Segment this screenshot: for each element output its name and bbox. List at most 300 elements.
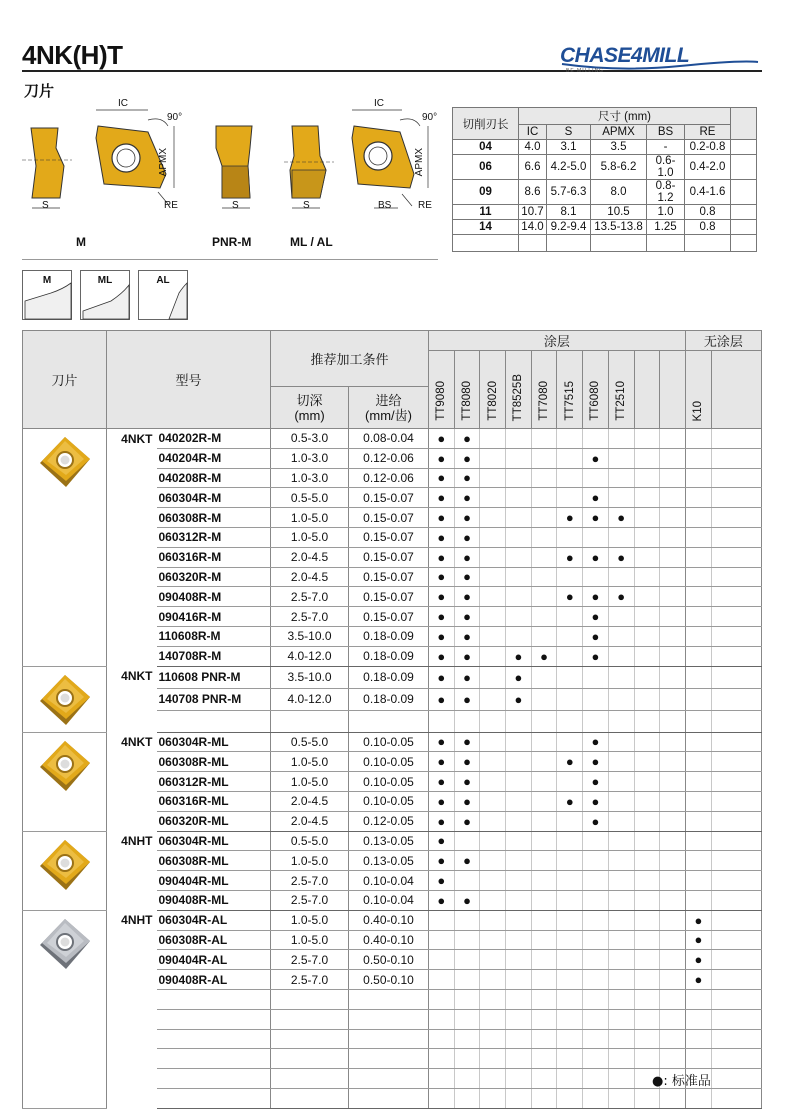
dim-cell-ic: 14.0 [519,220,547,235]
grade-mark-cell [583,508,609,528]
grade-mark-cell [711,851,761,871]
gold-insert-icon [36,737,94,795]
model-number: 060316R-ML [157,791,271,811]
grade-mark-cell [531,890,557,910]
insert-technical-drawing [22,96,442,256]
grade-mark-cell [711,811,761,831]
legend [652,1070,711,1089]
grade-mark-cell [429,1088,455,1108]
grade-mark-cell [429,688,455,710]
grade-mark-cell [608,791,634,811]
dim-cell-re: 0.8 [685,205,731,220]
grade-mark-cell [429,989,455,1009]
depth-value: 2.5-7.0 [271,890,349,910]
grade-mark-cell [480,646,506,666]
insert-image [23,831,107,910]
chipbreaker-m [22,270,72,320]
grade-mark-cell [634,950,660,970]
col-header-depth: 切深 (mm) [271,387,349,429]
grade-mark-cell [685,488,711,508]
grade-mark-cell [583,1088,609,1108]
grade-mark-cell [454,950,480,970]
grade-mark-cell [685,811,711,831]
grade-mark-cell [480,732,506,752]
grade-mark-cell [685,587,711,607]
grade-header [660,351,686,429]
grade-mark-cell [454,831,480,851]
dim-header-group: 尺寸 (mm) [519,108,731,125]
grade-mark-cell [531,1069,557,1089]
grade-mark-cell [506,607,532,627]
standard-mark: ● [694,952,703,968]
grade-mark-cell [429,752,455,772]
dim-cell-size: 11 [453,205,519,220]
grade-mark-cell [454,871,480,891]
grade-mark-cell [660,666,686,688]
model-number: 060304R-ML [157,732,271,752]
grade-mark-cell [557,688,583,710]
grade-mark-cell [634,688,660,710]
grade-mark-cell [557,1049,583,1069]
standard-mark: ● [565,510,574,526]
standard-mark: ● [437,529,446,545]
grade-mark-cell [634,732,660,752]
grade-mark-cell [531,989,557,1009]
grade-mark-cell [429,791,455,811]
grade-mark-cell [557,488,583,508]
grade-mark-cell [685,772,711,792]
grade-mark-cell [454,989,480,1009]
grade-mark-cell [531,950,557,970]
grade-mark-cell [454,527,480,547]
table-row [23,666,762,688]
dim-cell-s: 5.7-6.3 [547,180,591,205]
dim-row [453,140,757,155]
grade-header [557,351,583,429]
feed-value: 0.13-0.05 [349,831,429,851]
grade-header [454,351,480,429]
depth-value: 1.0-5.0 [271,910,349,930]
grade-mark-cell [506,930,532,950]
grade-mark-cell [685,1029,711,1049]
standard-mark: ● [591,450,600,466]
grade-mark-cell [634,851,660,871]
grade-mark-cell [608,547,634,567]
grade-mark-cell [531,1029,557,1049]
dim-col-bs: BS [647,125,685,140]
grade-header [711,351,761,429]
grade-mark-cell [429,930,455,950]
dim-cell-apmx: 10.5 [591,205,647,220]
grade-mark-cell [429,910,455,930]
grade-label: TT9080 [435,381,448,421]
grade-mark-cell [557,752,583,772]
grade-mark-cell [429,666,455,688]
grade-mark-cell [506,1088,532,1108]
grade-label: TT7080 [538,381,551,421]
grade-mark-cell [583,811,609,831]
grade-mark-cell [608,710,634,732]
grade-mark-cell [454,1009,480,1029]
grade-mark-cell [608,527,634,547]
dim-row [453,220,757,235]
grade-mark-cell [454,910,480,930]
grade-mark-cell [506,710,532,732]
grade-mark-cell [480,950,506,970]
grade-mark-cell [531,791,557,811]
depth-value: 1.0-3.0 [271,468,349,488]
standard-mark: ● [437,470,446,486]
feed-value: 0.15-0.07 [349,488,429,508]
grade-mark-cell [685,567,711,587]
grade-mark-cell [557,1088,583,1108]
grade-mark-cell [608,930,634,950]
standard-mark: ● [463,648,471,664]
depth-value: 1.0-5.0 [271,772,349,792]
grade-mark-cell [608,448,634,468]
grade-mark-cell [557,831,583,851]
grade-mark-cell [429,1029,455,1049]
caption-m: M [76,235,86,249]
grade-mark-cell [506,871,532,891]
dim-cell-bs: - [647,140,685,155]
angle-label-ml: 90° [422,112,438,123]
grade-mark-cell [685,791,711,811]
standard-mark: ● [437,549,446,565]
grade-mark-cell [634,930,660,950]
grade-mark-cell [506,688,532,710]
drawings-divider [22,259,438,260]
grade-mark-cell [711,890,761,910]
grade-mark-cell [480,752,506,772]
dim-cell-s: 8.1 [547,205,591,220]
grade-mark-cell [634,468,660,488]
dim-cell-apmx: 5.8-6.2 [591,155,647,180]
grade-mark-cell [454,1069,480,1089]
grade-mark-cell [480,970,506,990]
dim-row [453,180,757,205]
table-row [23,732,762,752]
grade-mark-cell [454,1029,480,1049]
feed-value: 0.50-0.10 [349,950,429,970]
grade-mark-cell [531,527,557,547]
ml-side-view-icon [284,126,334,208]
grade-mark-cell [429,811,455,831]
grade-label: TT7515 [563,381,576,421]
feed-value: 0.10-0.05 [349,752,429,772]
grade-mark-cell [685,508,711,528]
series-label: 4NHT [121,834,153,849]
grade-mark-cell [608,587,634,607]
grade-mark-cell [608,831,634,851]
grade-header [634,351,660,429]
grade-mark-cell [454,429,480,449]
grade-header [608,351,634,429]
grade-mark-cell [454,1049,480,1069]
grade-mark-cell [531,752,557,772]
standard-mark: ● [463,510,471,526]
grade-mark-cell [480,890,506,910]
grade-mark-cell [711,429,761,449]
grade-mark-cell [660,811,686,831]
grade-mark-cell [711,1088,761,1108]
model-number: 090408R-ML [157,890,271,910]
grade-mark-cell [608,1049,634,1069]
table-row [23,910,762,930]
grade-mark-cell [685,989,711,1009]
grade-mark-cell [608,567,634,587]
standard-mark: ● [591,754,600,770]
grade-mark-cell [454,508,480,528]
grade-mark-cell [711,710,761,732]
grade-mark-cell [660,1049,686,1069]
depth-value: 3.5-10.0 [271,666,349,688]
grade-mark-cell [429,626,455,646]
grade-mark-cell [685,448,711,468]
grade-mark-cell [583,871,609,891]
dim-row [453,205,757,220]
grade-mark-cell [660,871,686,891]
grade-mark-cell [583,831,609,851]
grade-mark-cell [480,429,506,449]
model-number: 110608R-M [157,626,271,646]
grade-mark-cell [429,508,455,528]
standard-mark: ● [463,793,471,809]
brand-logo [560,42,760,74]
grade-mark-cell [583,791,609,811]
grade-mark-cell [583,710,609,732]
grade-mark-cell [506,547,532,567]
standard-mark: ● [437,669,446,685]
grade-mark-cell [531,910,557,930]
grade-mark-cell [429,468,455,488]
grade-mark-cell [506,468,532,488]
grade-mark-cell [660,950,686,970]
grade-mark-cell [454,688,480,710]
standard-mark: ● [437,892,446,908]
s-label-pnr: S [232,200,239,211]
grade-mark-cell [634,710,660,732]
grade-mark-cell [660,468,686,488]
model-number: 060304R-AL [157,910,271,930]
grade-mark-cell [557,811,583,831]
grade-mark-cell [506,1049,532,1069]
grade-mark-cell [660,791,686,811]
grade-mark-cell [711,989,761,1009]
grade-mark-cell [608,1029,634,1049]
grade-mark-cell [634,989,660,1009]
standard-mark: ● [437,774,446,790]
s-label: S [42,200,49,211]
grade-mark-cell [660,910,686,930]
depth-value: 0.5-3.0 [271,429,349,449]
model-number: 060312R-ML [157,772,271,792]
standard-mark: ● [591,549,600,565]
grade-mark-cell [608,468,634,488]
feed-value: 0.40-0.10 [349,930,429,950]
standard-mark: ● [514,691,523,707]
grade-mark-cell [531,508,557,528]
grade-mark-cell [608,732,634,752]
dim-cell-ic: 8.6 [519,180,547,205]
grade-mark-cell [429,1069,455,1089]
grade-mark-cell [608,666,634,688]
grade-mark-cell [531,1088,557,1108]
grade-mark-cell [583,851,609,871]
grade-mark-cell [608,890,634,910]
grade-mark-cell [660,772,686,792]
feed-value: 0.12-0.06 [349,448,429,468]
feed-value: 0.10-0.05 [349,732,429,752]
grade-mark-cell [634,587,660,607]
standard-mark: ● [463,774,471,790]
grade-mark-cell [685,468,711,488]
grade-mark-cell [454,468,480,488]
model-number: 060312R-M [157,527,271,547]
grade-mark-cell [506,567,532,587]
grade-mark-cell [531,567,557,587]
grade-mark-cell [506,989,532,1009]
model-number: 060304R-ML [157,831,271,851]
standard-mark: ● [694,912,703,928]
feed-value: 0.15-0.07 [349,567,429,587]
grade-mark-cell [660,851,686,871]
grade-mark-cell [480,688,506,710]
grade-mark-cell [685,950,711,970]
dim-cell-apmx: 13.5-13.8 [591,220,647,235]
grade-mark-cell [454,587,480,607]
grade-mark-cell [634,910,660,930]
standard-mark: ● [437,734,446,750]
model-number [157,989,271,1009]
grade-mark-cell [660,508,686,528]
insert-image [23,732,107,831]
grade-mark-cell [608,646,634,666]
grade-mark-cell [557,626,583,646]
grade-mark-cell [711,871,761,891]
dim-cell-re: 0.4-1.6 [685,180,731,205]
grade-mark-cell [711,646,761,666]
grade-mark-cell [454,607,480,627]
s-label-ml: S [303,200,310,211]
standard-mark: ● [437,569,446,585]
grade-mark-cell [583,666,609,688]
dim-cell-ic: 6.6 [519,155,547,180]
grade-mark-cell [660,1029,686,1049]
feed-value: 0.15-0.07 [349,607,429,627]
grade-mark-cell [660,567,686,587]
grade-label: TT8080 [461,381,474,421]
grade-mark-cell [608,508,634,528]
grade-mark-cell [531,851,557,871]
grade-mark-cell [583,772,609,792]
grade-mark-cell [429,772,455,792]
depth-value [271,1009,349,1029]
model-number: 060308R-ML [157,851,271,871]
grade-mark-cell [685,1009,711,1029]
model-number: 060304R-M [157,488,271,508]
grade-mark-cell [583,448,609,468]
chipbreaker-al-icon [139,271,189,321]
grade-mark-cell [583,527,609,547]
grade-mark-cell [685,607,711,627]
grade-mark-cell [685,547,711,567]
feed-value [349,1049,429,1069]
depth-value: 2.5-7.0 [271,970,349,990]
chipbreaker-ml-icon [81,271,131,321]
grade-mark-cell [660,607,686,627]
chipbreaker-ml [80,270,130,320]
grade-mark-cell [454,811,480,831]
grade-mark-cell [557,871,583,891]
model-number: 090408R-AL [157,970,271,990]
grade-mark-cell [583,646,609,666]
grade-mark-cell [480,448,506,468]
grade-mark-cell [531,970,557,990]
grade-mark-cell [685,871,711,891]
grade-mark-cell [660,626,686,646]
grade-mark-cell [506,772,532,792]
dim-cell-re: 0.8 [685,220,731,235]
feed-value: 0.18-0.09 [349,688,429,710]
page-subtitle: 刀片 [24,82,55,100]
grade-mark-cell [711,970,761,990]
feed-value: 0.18-0.09 [349,626,429,646]
grade-mark-cell [608,429,634,449]
dim-col-apmx: APMX [591,125,647,140]
grade-mark-cell [685,910,711,930]
grade-mark-cell [480,1009,506,1029]
grade-mark-cell [608,772,634,792]
standard-mark: ● [565,754,574,770]
model-number: 060308R-ML [157,752,271,772]
grade-mark-cell [634,1009,660,1029]
grade-mark-cell [608,1088,634,1108]
grade-mark-cell [634,1088,660,1108]
dim-row [453,155,757,180]
dim-cell-bs: 0.6-1.0 [647,155,685,180]
standard-mark: ● [591,774,600,790]
grade-mark-cell [583,488,609,508]
standard-mark: ● [565,549,574,565]
grade-mark-cell [557,1029,583,1049]
grade-mark-cell [660,1088,686,1108]
grade-mark-cell [506,851,532,871]
grade-mark-cell [557,666,583,688]
grade-mark-cell [506,950,532,970]
grade-mark-cell [506,970,532,990]
standard-mark: ● [514,669,523,685]
grade-mark-cell [557,646,583,666]
depth-value [271,1029,349,1049]
grade-mark-cell [634,626,660,646]
grade-mark-cell [711,732,761,752]
standard-mark: ● [463,754,471,770]
grade-mark-cell [711,791,761,811]
grade-mark-cell [506,1069,532,1089]
standard-mark: ● [437,490,446,506]
grade-mark-cell [660,527,686,547]
grade-mark-cell [454,930,480,950]
standard-mark: ● [437,510,446,526]
grade-mark-cell [531,811,557,831]
grade-mark-cell [454,448,480,468]
legend-mark: ● [652,1074,664,1089]
grade-mark-cell [685,666,711,688]
insert-grade-table [22,330,762,1109]
dim-header-edge: 切削刃长 [453,108,519,140]
grade-mark-cell [634,527,660,547]
